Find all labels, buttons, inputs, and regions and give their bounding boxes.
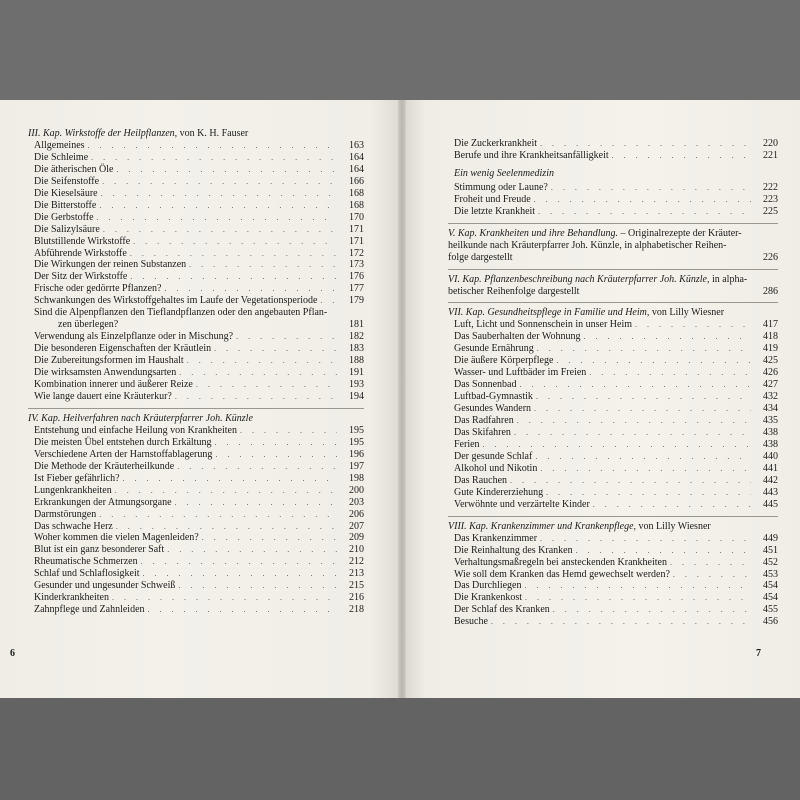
dot-leader	[123, 473, 337, 485]
toc-entry	[28, 295, 364, 307]
entry-title: Das schwache Herz	[34, 520, 113, 532]
page-number: 213	[349, 568, 364, 580]
entry-title: Das Radfahren	[454, 415, 514, 427]
dot-leader	[141, 556, 337, 568]
entry-title: Rheumatische Schmerzen	[34, 556, 138, 568]
dot-leader	[187, 355, 337, 367]
dot-leader	[593, 499, 751, 511]
entry-title: Wie lange dauert eine Kräuterkur?	[34, 390, 172, 402]
entry-title: Zahnpflege und Zahnleiden	[34, 604, 145, 616]
page-number: 168	[349, 199, 364, 211]
dot-leader	[164, 283, 337, 295]
entry-title: Verwendung als Einzelpflanze oder in Mischung?	[34, 331, 234, 343]
toc-entry	[448, 616, 778, 628]
page-number: 216	[349, 592, 364, 604]
toc-entry	[28, 604, 364, 616]
page-number: 203	[349, 496, 364, 508]
entry-title: Die meisten Übel entstehen durch Erkältung	[34, 436, 212, 448]
page-number: 210	[349, 544, 364, 556]
toc-entry	[28, 425, 364, 437]
dot-leader	[525, 592, 751, 604]
dot-leader	[538, 206, 751, 218]
dot-leader	[178, 580, 337, 592]
dot-leader	[101, 188, 337, 200]
toc-entry	[448, 182, 778, 194]
page-number: 454	[763, 580, 778, 592]
page-number: 181	[349, 319, 364, 331]
entry-title: Die Wirkungen der reinen Substanzen	[34, 259, 187, 271]
dot-leader	[483, 439, 751, 451]
page-number: 171	[349, 223, 364, 235]
toc-entry	[28, 140, 364, 152]
toc-entry	[448, 331, 778, 343]
page-number: 164	[349, 163, 364, 175]
toc-entry	[28, 461, 364, 473]
dot-leader	[91, 152, 337, 164]
toc-entry	[448, 415, 778, 427]
background-top	[0, 0, 800, 100]
toc-entry	[448, 475, 778, 487]
page-number: 194	[349, 390, 364, 402]
page-number: 418	[763, 331, 778, 343]
page-number: 177	[349, 283, 364, 295]
toc-entry	[448, 499, 778, 511]
dot-leader	[202, 532, 337, 544]
toc-entry	[28, 437, 364, 449]
dot-leader	[177, 461, 337, 473]
left-toc-column	[28, 128, 364, 616]
dot-leader	[167, 544, 337, 556]
dot-leader	[99, 509, 337, 521]
entry-title: Alkohol und Nikotin	[454, 462, 538, 474]
divider	[448, 223, 778, 224]
page-number: 172	[349, 247, 364, 259]
page-number: 425	[763, 355, 778, 367]
toc-entry	[28, 259, 364, 271]
dot-leader	[130, 248, 337, 260]
page-number: 209	[349, 532, 364, 544]
toc-entry	[28, 367, 364, 379]
page-number: 441	[763, 462, 778, 474]
toc-entry	[448, 138, 778, 150]
toc-entry	[448, 194, 778, 206]
toc-entry	[448, 343, 778, 355]
dot-leader	[536, 391, 751, 403]
toc-entry	[28, 271, 364, 283]
entry-title: Das Krankenzimmer	[454, 532, 538, 544]
chapter-vi-entry: VI. Kap. Pflanzenbeschreibung nach Kräuterpfarrer Joh. Künzle, in alpha- betischer Reihenfolge dargestellt 286	[448, 273, 778, 297]
entry-title: Darmstörungen	[34, 508, 97, 520]
entry-title: Lungenkrankheiten	[34, 484, 112, 496]
entry-title: Entstehung und einfache Heilung von Krankheiten	[34, 424, 237, 436]
page-number: 207	[349, 520, 364, 532]
dot-leader	[196, 379, 337, 391]
dot-leader	[148, 604, 337, 616]
entry-title: Allgemeines	[34, 139, 85, 151]
toc-entry	[28, 331, 364, 343]
page-number: 191	[349, 367, 364, 379]
page-number: 440	[763, 450, 778, 462]
page-number: 452	[763, 556, 778, 568]
entry-title: Ist Fieber gefährlich?	[34, 472, 120, 484]
right-toc-column	[448, 138, 778, 628]
toc-entry	[28, 497, 364, 509]
toc-entry	[448, 604, 778, 616]
dot-leader	[215, 449, 337, 461]
entry-title: Das Rauchen	[454, 474, 508, 486]
page-number: 223	[763, 193, 778, 205]
dot-leader	[537, 343, 751, 355]
chapter-iii-heading: III. Kap. Wirkstoffe der Heilpflanzen, von K. H. Fauser	[28, 128, 249, 139]
toc-entry	[448, 319, 778, 331]
page-number: 454	[763, 592, 778, 604]
toc-entry	[28, 212, 364, 224]
page-number: 195	[349, 436, 364, 448]
page-number: 195	[349, 424, 364, 436]
entry-title: Die äußere Körperpflege	[454, 355, 554, 367]
entry-title: Die Bitterstoffe	[34, 199, 97, 211]
entry-title: Der Sitz der Wirkstoffe	[34, 271, 128, 283]
chapter-iii-entries	[28, 140, 364, 307]
dot-leader	[540, 463, 751, 475]
page-number: 456	[763, 616, 778, 628]
entry-title: Blut ist ein ganz besonderer Saft	[34, 544, 165, 556]
entry-title: Gesunder und ungesunder Schweiß	[34, 580, 176, 592]
page-number: 198	[349, 472, 364, 484]
dot-leader	[143, 568, 337, 580]
toc-entry	[28, 544, 364, 556]
page-number: 183	[349, 343, 364, 355]
page-number: 438	[763, 438, 778, 450]
dot-leader	[88, 140, 337, 152]
dot-leader	[102, 176, 337, 188]
background-bottom	[0, 698, 800, 800]
entry-title: Die Seifenstoffe	[34, 175, 100, 187]
dot-leader	[133, 236, 337, 248]
chapter-iii-entries-continued	[28, 331, 364, 403]
entry-title: Schwankungen des Wirkstoffgehaltes im Laufe der Vegetationsperiode	[34, 295, 318, 307]
dot-leader	[540, 138, 751, 150]
toc-entry	[28, 188, 364, 200]
dot-leader	[189, 259, 337, 271]
entry-title: Das Sonnenbad	[454, 379, 517, 391]
entry-title: Wie soll dem Kranken das Hemd gewechselt werden?	[454, 568, 670, 580]
entry-title: Ferien	[454, 438, 480, 450]
entry-title: Die besonderen Eigenschaften der Kräutlein	[34, 343, 212, 355]
toc-entry	[448, 367, 778, 379]
toc-entry	[28, 580, 364, 592]
page-number: 171	[349, 235, 364, 247]
entry-title: Erkrankungen der Atmungsorgane	[34, 496, 172, 508]
dot-leader	[130, 271, 337, 283]
toc-entry: Sind die Alpenpflanzen den Tieflandpflanzen oder den angebauten Pflan- zen überlegen? 181	[34, 307, 364, 331]
toc-entry	[448, 463, 778, 475]
page-number: 455	[763, 604, 778, 616]
top-entries	[448, 138, 778, 162]
page-number: 225	[763, 205, 778, 217]
chapter-vii-entries	[448, 319, 778, 510]
toc-entry	[448, 355, 778, 367]
toc-entry	[28, 391, 364, 403]
toc-entry	[28, 473, 364, 485]
toc-entry	[448, 569, 778, 581]
page-number: 188	[349, 355, 364, 367]
toc-entry	[28, 152, 364, 164]
page-number: 286	[763, 285, 778, 297]
dot-leader	[540, 533, 751, 545]
dot-leader	[175, 391, 337, 403]
entry-title: Die Zubereitungsformen im Haushalt	[34, 355, 184, 367]
entry-title: Berufe und ihre Krankheitsanfälligkeit	[454, 149, 609, 161]
entry-title: Stimmung oder Laune?	[454, 181, 548, 193]
entry-title: Kombination innerer und äußerer Reize	[34, 379, 193, 391]
entry-title: Gesunde Ernährung	[454, 343, 534, 355]
dot-leader	[670, 557, 751, 569]
page-number: 434	[763, 403, 778, 415]
dot-leader	[240, 425, 337, 437]
toc-entry	[448, 206, 778, 218]
toc-entry	[448, 592, 778, 604]
dot-leader	[99, 200, 337, 212]
entry-title: Die Krankenkost	[454, 592, 523, 604]
page-number: 173	[349, 259, 364, 271]
dot-leader	[236, 331, 337, 343]
entry-title: Besuche	[454, 616, 488, 628]
chapter-viii-entries	[448, 533, 778, 629]
page-number: 426	[763, 367, 778, 379]
toc-entry	[28, 224, 364, 236]
entry-title: Das Sauberhalten der Wohnung	[454, 331, 581, 343]
page-number: 220	[763, 138, 778, 149]
page-number: 226	[763, 251, 778, 263]
page-number: 449	[763, 532, 778, 544]
dot-leader	[103, 224, 337, 236]
entry-title: Die ätherischen Öle	[34, 163, 114, 175]
entry-title: Das Durchliegen	[454, 580, 522, 592]
page-number: 432	[763, 391, 778, 403]
dot-leader	[534, 194, 751, 206]
dot-leader	[116, 164, 337, 176]
toc-entry	[448, 487, 778, 499]
toc-entry	[28, 176, 364, 188]
dot-leader	[635, 319, 751, 331]
page-number: 215	[349, 580, 364, 592]
entry-title: Gesundes Wandern	[454, 403, 532, 415]
entry-title: Die wirksamsten Anwendungsarten	[34, 367, 177, 379]
page-number: 182	[349, 331, 364, 343]
entry-title: Der Schlaf des Kranken	[454, 604, 550, 616]
page-folio-left: 6	[10, 648, 15, 659]
chapter-v-entry: V. Kap. Krankheiten und ihre Behandlung. – Originalrezepte der Kräuter- heilkunde nach Kräuterpfarrer Joh. Künzle, in alphabetischer Reihen- folge dargestellt 226	[448, 227, 778, 263]
page-number: 166	[349, 175, 364, 187]
page-number: 222	[763, 181, 778, 193]
toc-entry	[28, 355, 364, 367]
dot-leader	[551, 182, 751, 194]
page-number: 417	[763, 319, 778, 331]
toc-entry	[28, 379, 364, 391]
toc-entry	[28, 343, 364, 355]
toc-entry	[28, 449, 364, 461]
page-number: 445	[763, 498, 778, 510]
page-number: 442	[763, 474, 778, 486]
toc-entry	[28, 485, 364, 497]
dot-leader	[514, 427, 751, 439]
page-number: 218	[349, 604, 364, 616]
dot-leader	[320, 295, 337, 307]
toc-entry	[28, 568, 364, 580]
page-number: 200	[349, 484, 364, 496]
divider	[28, 408, 364, 409]
toc-entry	[28, 283, 364, 295]
entry-title: Frische oder gedörrte Pflanzen?	[34, 283, 162, 295]
toc-entry	[28, 521, 364, 533]
divider	[448, 302, 778, 303]
entry-title: Die letzte Krankheit	[454, 205, 536, 217]
page-number: 168	[349, 187, 364, 199]
toc-entry	[28, 164, 364, 176]
entry-title: Kinderkrankheiten	[34, 592, 109, 604]
dot-leader	[517, 415, 751, 427]
entry-title: Abführende Wirkstoffe	[34, 247, 127, 259]
page-number: 427	[763, 379, 778, 391]
page-number: 179	[349, 295, 364, 307]
toc-entry	[448, 439, 778, 451]
page-number: 443	[763, 486, 778, 498]
toc-entry	[28, 236, 364, 248]
entry-title: Woher kommen die vielen Magenleiden?	[34, 532, 199, 544]
toc-entry	[448, 427, 778, 439]
entry-title: Luft, Licht und Sonnenschein in unser Heim	[454, 319, 633, 331]
entry-title: Schlaf und Schlaflosigkeit	[34, 568, 140, 580]
chapter-viii-heading: VIII. Kap. Krankenzimmer und Krankenpflege, von Lilly Wiesner	[448, 520, 711, 532]
page-number: 451	[763, 544, 778, 556]
page-number: 164	[349, 151, 364, 163]
subsection-heading: Ein wenig Seelenmedizin	[454, 167, 554, 179]
entry-title: Die Kieselsäure	[34, 187, 98, 199]
chapter-vii-heading: VII. Kap. Gesundheitspflege in Familie und Heim, von Lilly Wiesner	[448, 307, 725, 319]
page-number: 438	[763, 427, 778, 439]
dot-leader	[673, 569, 751, 581]
entry-title: Verwöhnte und verzärtelte Kinder	[454, 498, 590, 510]
entry-title: Das Skifahren	[454, 427, 511, 439]
dot-leader	[97, 212, 337, 224]
divider	[448, 516, 778, 517]
dot-leader	[576, 545, 751, 557]
dot-leader	[112, 592, 337, 604]
dot-leader	[534, 403, 751, 415]
entry-title: Die Zuckerkrankheit	[454, 138, 538, 149]
dot-leader	[179, 367, 337, 379]
dot-leader	[214, 437, 337, 449]
toc-entry	[28, 248, 364, 260]
subsection-entries	[448, 182, 778, 218]
chapter-iv-entries	[28, 425, 364, 616]
toc-entry	[448, 391, 778, 403]
toc-entry	[28, 532, 364, 544]
page-number: 435	[763, 415, 778, 427]
page-number: 197	[349, 460, 364, 472]
book-gutter	[398, 100, 406, 698]
toc-entry	[28, 200, 364, 212]
page-number: 193	[349, 379, 364, 391]
entry-title: Froheit und Freude	[454, 193, 531, 205]
entry-title: Verhaltungsmaßregeln bei ansteckenden Krankheiten	[454, 556, 667, 568]
toc-entry	[448, 379, 778, 391]
dot-leader	[116, 521, 337, 533]
dot-leader	[612, 150, 751, 162]
dot-leader	[214, 343, 337, 355]
page-number: 196	[349, 448, 364, 460]
entry-title: Blutstillende Wirkstoffe	[34, 235, 131, 247]
entry-title: Der gesunde Schlaf	[454, 450, 533, 462]
toc-entry	[448, 545, 778, 557]
toc-entry	[28, 509, 364, 521]
dot-leader	[491, 616, 751, 628]
entry-title: Die Gerbstoffe	[34, 211, 94, 223]
toc-entry	[28, 592, 364, 604]
dot-leader	[553, 604, 751, 616]
entry-title: Gute Kindererziehung	[454, 486, 544, 498]
toc-entry	[28, 556, 364, 568]
dot-leader	[589, 367, 751, 379]
page-number: 163	[349, 139, 364, 151]
toc-entry	[448, 557, 778, 569]
page-number: 170	[349, 211, 364, 223]
page-number: 206	[349, 508, 364, 520]
dot-leader	[520, 379, 752, 391]
dot-leader	[175, 497, 337, 509]
entry-title: Wasser- und Luftbäder im Freien	[454, 367, 587, 379]
page-number: 221	[763, 149, 778, 161]
entry-title: Luftbad-Gymnastik	[454, 391, 533, 403]
dot-leader	[546, 487, 751, 499]
toc-entry	[448, 403, 778, 415]
entry-title: Die Schleime	[34, 151, 89, 163]
toc-entry	[448, 580, 778, 592]
dot-leader	[115, 485, 337, 497]
page-number: 419	[763, 343, 778, 355]
divider	[448, 269, 778, 270]
toc-entry	[448, 451, 778, 463]
dot-leader	[524, 580, 751, 592]
page-number: 453	[763, 568, 778, 580]
entry-title: Die Reinhaltung des Kranken	[454, 544, 573, 556]
dot-leader	[510, 475, 751, 487]
page-folio-right: 7	[756, 648, 761, 659]
entry-title: Die Methode der Kräuterheilkunde	[34, 460, 175, 472]
dot-leader	[556, 355, 751, 367]
toc-entry	[448, 150, 778, 162]
entry-title: Verschiedene Arten der Harnstoffablagerung	[34, 448, 213, 460]
page-number: 176	[349, 271, 364, 283]
toc-entry	[448, 533, 778, 545]
dot-leader	[535, 451, 751, 463]
page-number: 212	[349, 556, 364, 568]
chapter-iv-heading: IV. Kap. Heilverfahren nach Kräuterpfarrer Joh. Künzle	[28, 412, 253, 424]
entry-title: Die Salizylsäure	[34, 223, 100, 235]
dot-leader	[583, 331, 751, 343]
